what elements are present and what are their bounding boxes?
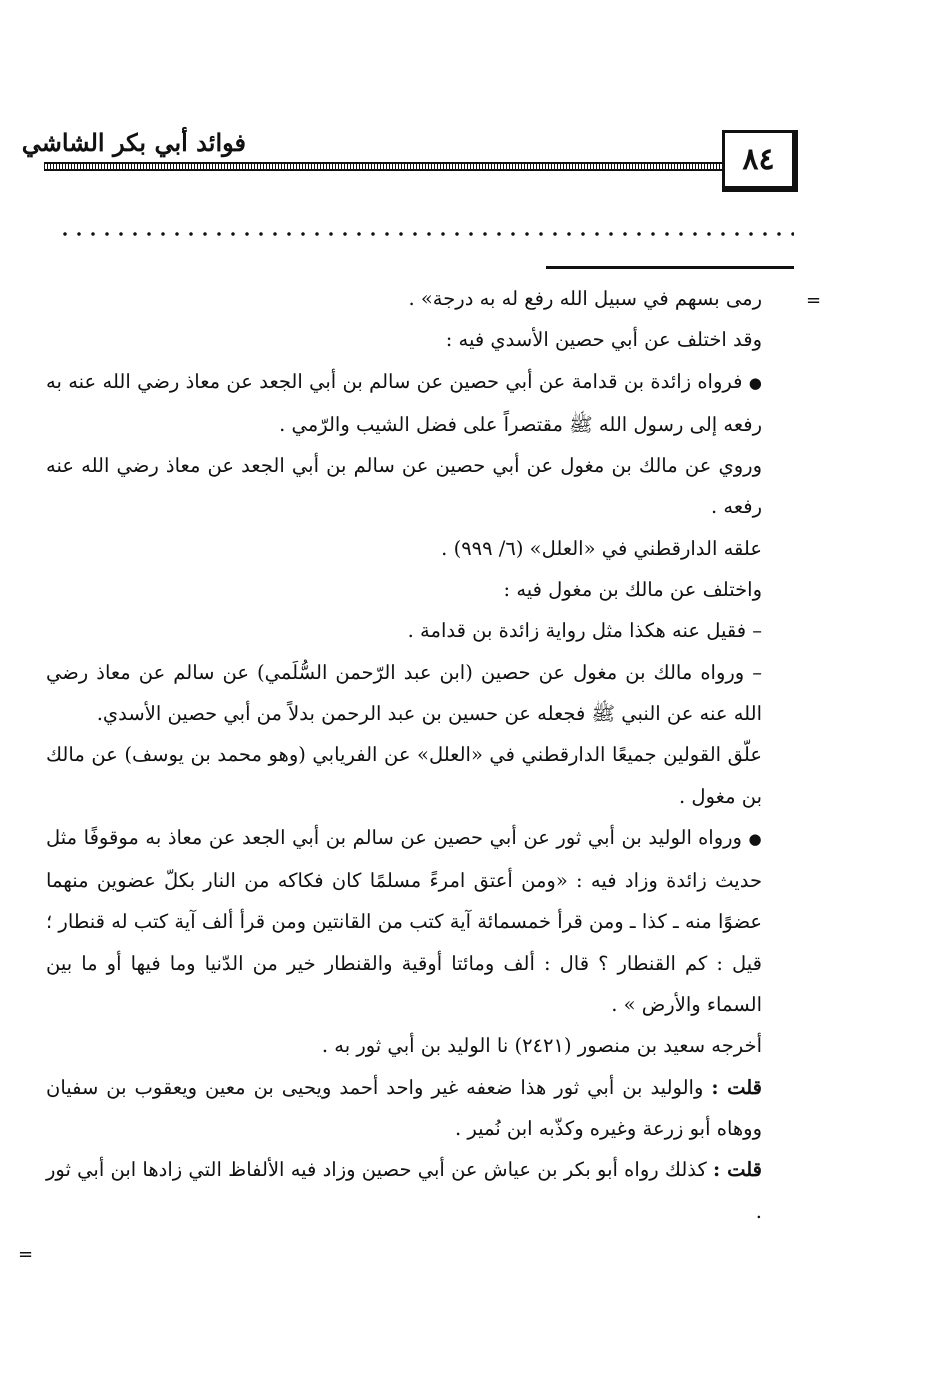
paragraph: قلت : والوليد بن أبي ثور هذا ضعفه غير واحد أحمد ويحيى بن معين ويعقوب بن سفيان ووهاه أبو زرعة وغيره وكذّبه ابن نُمير . xyxy=(46,1075,762,1140)
qultu-label: قلت : xyxy=(713,1158,763,1182)
book-title: فوائد أبي بكر الشاشي xyxy=(21,128,246,157)
footnote-rule xyxy=(546,266,794,269)
paragraph: واختلف عن مالك بن مغول فيه : xyxy=(503,578,762,602)
paragraph: قلت : كذلك رواه أبو بكر بن عياش عن أبي حصين وزاد فيه الألفاظ التي زادها ابن أبي ثور . xyxy=(46,1158,763,1223)
header-rule xyxy=(44,162,723,171)
page-number xyxy=(722,130,798,192)
paragraph: – ورواه مالك بن مغول عن حصين (ابن عبد الرّحمن السُّلَمي) عن سالم عن معاذ رضي الله عنه عن النبي ﷺ فجعله عن حسين بن عبد الرحمن بدلاً من أبي حصين الأسدي. xyxy=(46,660,762,725)
footnote-body xyxy=(46,278,762,1232)
qultu-label: قلت : xyxy=(711,1075,762,1099)
paragraph: ● فرواه زائدة بن قدامة عن أبي حصين عن سالم بن أبي الجعد عن معاذ رضي الله عنه به رفعه إلى رسول الله ﷺ مقتصراً على فضل الشيب والرّمي . xyxy=(46,369,763,436)
margin-mark-bottom: = xyxy=(18,1244,34,1265)
margin-mark-top: = xyxy=(806,290,822,311)
paragraph: – فقيل عنه هكذا مثل رواية زائدة بن قدامة . xyxy=(407,619,762,643)
paragraph: وقد اختلف عن أبي حصين الأسدي فيه : xyxy=(445,328,762,352)
page-number-text: ٨٤ xyxy=(742,142,775,177)
bullet-icon: ● xyxy=(748,373,763,392)
paragraph: علّق القولين جميعًا الدارقطني في «العلل» عن الفريابي (وهو محمد بن يوسف) عن مالك بن مغول . xyxy=(46,743,762,808)
paragraph: ● ورواه الوليد بن أبي ثور عن أبي حصين عن سالم بن أبي الجعد عن معاذ به موقوفًا مثل حديث زائدة وزاد فيه : «ومن أعتق امرءً مسلمًا كان فكاكه من النار بكلّ عضوين منهما عضوًا منه ـ كذا ـ ومن قرأ خمسمائة آية كتب من القانتين ومن قرأ ألف آية كتب له قنطار ؛ قيل : كم القنطار ؟ قال : ألف ومائتا أوقية والقنطار خير من الدّنيا وما فيها أو ما بين السماء والأرض » . xyxy=(46,825,763,1017)
paragraph: وروي عن مالك بن مغول عن أبي حصين عن سالم بن أبي الجعد عن معاذ رضي الله عنه رفعه . xyxy=(46,454,762,519)
bullet-icon: ● xyxy=(748,829,763,848)
dotted-separator xyxy=(58,232,794,236)
paragraph: أخرجه سعيد بن منصور (٢٤٢١) نا الوليد بن أبي ثور به . xyxy=(321,1034,762,1058)
paragraph: رمى بسهم في سبيل الله رفع له به درجة» . xyxy=(408,287,762,310)
paragraph: علقه الدارقطني في «العلل» (٦/ ٩٩٩) . xyxy=(441,536,762,560)
